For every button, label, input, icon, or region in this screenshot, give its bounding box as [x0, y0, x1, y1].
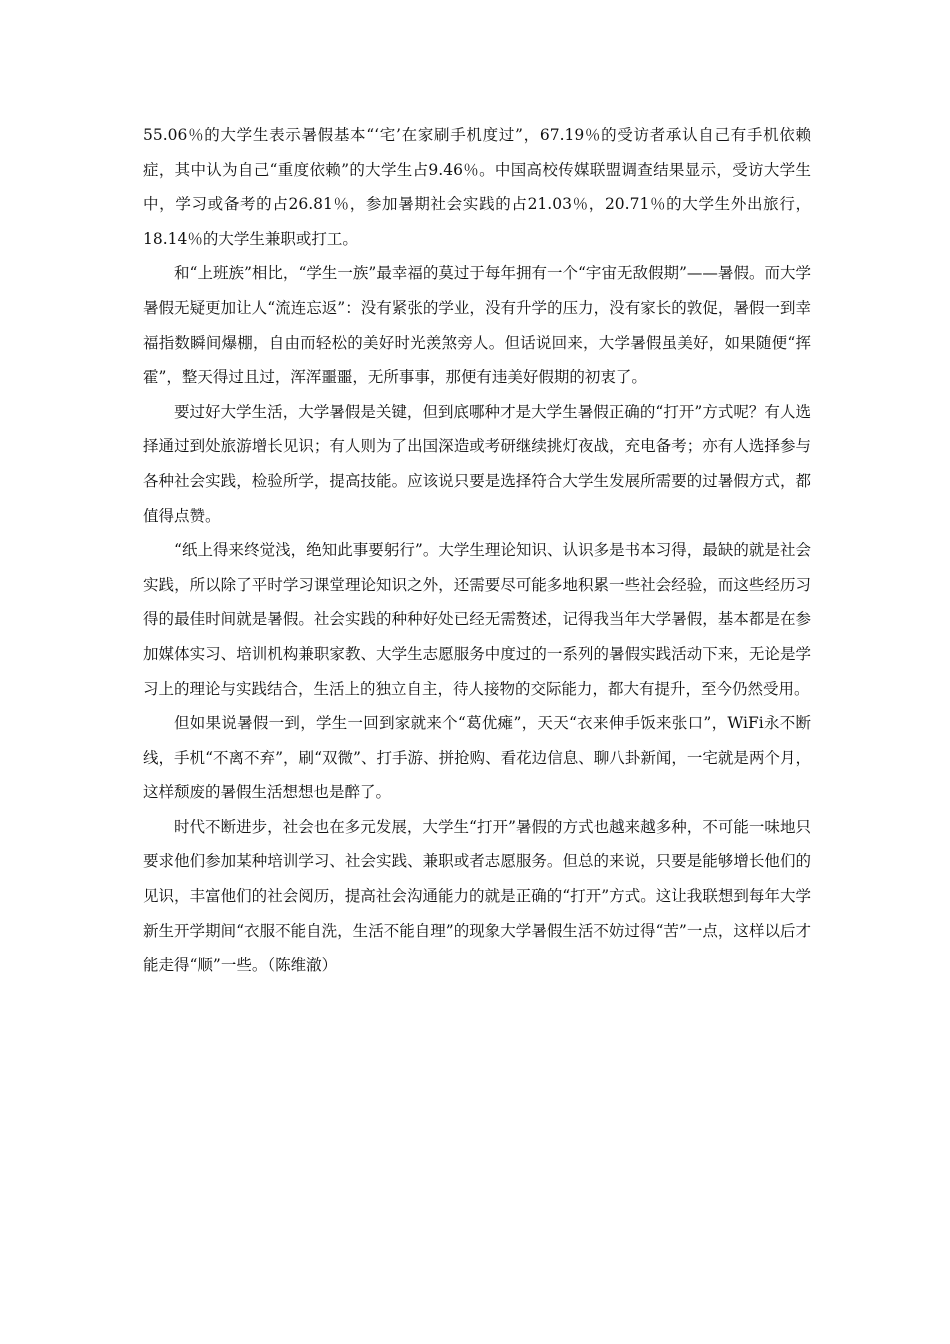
paragraph-conclusion: 时代不断进步，社会也在多元发展，大学生“打开”暑假的方式也越来越多种，不可能一味地只要求他们参加某种培训学习、社会实践、兼职或者志愿服务。但总的来说，只要是能够增长他们的见识，丰富他们的社会阅历，提高社会沟通能力的就是正确的“打开”方式。这让我联想到每年大学新生开学期间“衣服不能自洗，生活不能自理”的现象大学暑假生活不妨过得“苦”一点，这样以后才能走得“顺”一些。（陈维澈） [143, 817, 811, 975]
paragraph-social-practice: “纸上得来终觉浅，绝知此事要躬行”。大学生理论知识、认识多是书本习得，最缺的就是社会实践，所以除了平时学习课堂理论知识之外，还需要尽可能多地积累一些社会经验，而这些经历习得的最佳时间就是暑假。社会实践的种种好处已经无需赘述，记得我当年大学暑假，基本都是在参加媒体实习、培训机构兼职家教、大学生志愿服务中度过的一系列的暑假实践活动下来，无论是学习上的理论与实践结合，生活上的独立自主，待人接物的交际能力，都大有提升，至今仍然受用。 [143, 541, 811, 698]
article-body [143, 118, 811, 983]
paragraph-how-to-spend: 要过好大学生活，大学暑假是关键，但到底哪种才是大学生暑假正确的“打开”方式呢？有人选择通过到处旅游增长见识；有人则为了出国深造或考研继续挑灯夜战，充电备考；亦有人选择参与各种社会实践，检验所学，提高技能。应该说只要是选择符合大学生发展所需要的过暑假方式，都值得点赞。 [143, 402, 811, 525]
paragraph-summer-vacation: 和“上班族”相比，“学生一族”最幸福的莫过于每年拥有一个“宇宙无敌假期”——暑假。而大学暑假无疑更加让人“流连忘返”：没有紧张的学业，没有升学的压力，没有家长的敦促，暑假一到幸福指数瞬间爆棚，自由而轻松的美好时光羡煞旁人。但话说回来，大学暑假虽美好，如果随便“挥霍”，整天得过且过，浑浑噩噩，无所事事，那便有违美好假期的初衷了。 [143, 264, 811, 387]
paragraph-statistics: 55.06％的大学生表示暑假基本“‘宅’在家刷手机度过”，67.19％的受访者承认自己有手机依赖症，其中认为自己“重度依赖”的大学生占9.46％。中国高校传媒联盟调查结果显示，受访大学生中，学习或备考的占26.81％，参加暑期社会实践的占21.03％，20.71％的大学生外出旅行，18.14％的大学生兼职或打工。 [143, 126, 811, 248]
paragraph-lazy-vacation: 但如果说暑假一到，学生一回到家就来个“葛优瘫”，天天“衣来伸手饭来张口”，WiFi永不断线，手机“不离不弃”，刷“双微”、打手游、拼抢购、看花边信息、聊八卦新闻，一宅就是两个月，这样颓废的暑假生活想想也是醉了。 [143, 714, 811, 802]
